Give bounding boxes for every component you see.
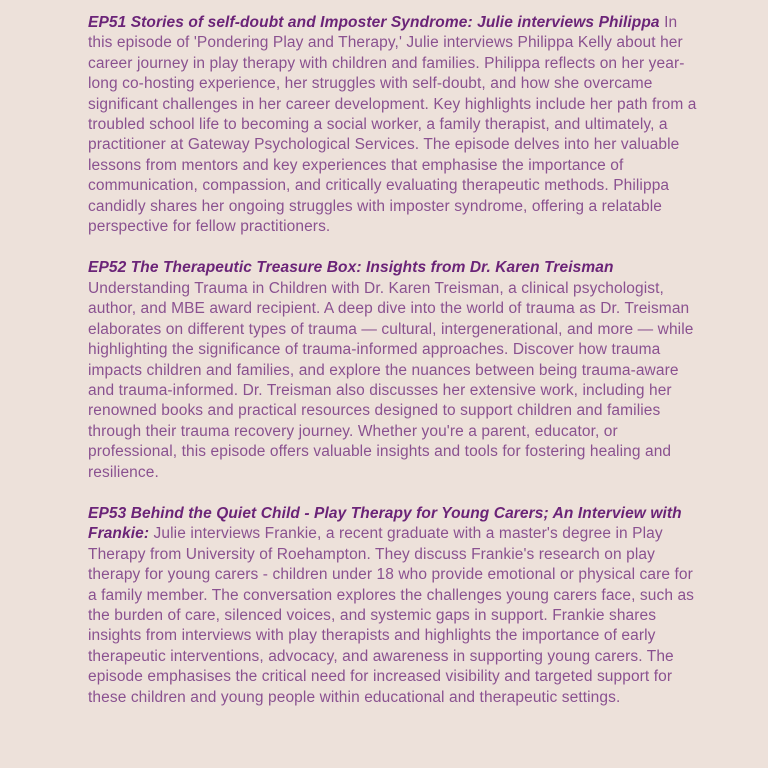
episode-body-text: In this episode of 'Pondering Play and Therapy,' Julie interviews Philippa Kelly about her career journey in play therapy with children and families. Philippa reflects on her year-long co-hosting experience, her struggles with self-doubt, and how she overcame significant challenges in her career development. Key highlights include her path from a troubled school life to becoming a social worker, a family therapist, and ultimately, a practitioner at Gateway Psychological Services. The episode delves into her valuable lessons from mentors and key experiences that emphasise the importance of communication, compassion, and critically evaluating therapeutic methods. Philippa candidly shares her ongoing struggles with imposter syndrome, offering a relatable perspective for fellow practitioners. bbox=[88, 14, 697, 236]
episode-description bbox=[88, 504, 706, 708]
episode-title: EP52 The Therapeutic Treasure Box: Insights from Dr. Karen Treisman bbox=[88, 259, 614, 277]
episode-title: EP53 Behind the Quiet Child - Play Therapy for Young Carers; An Interview with Frankie: bbox=[88, 504, 682, 543]
episode-description bbox=[88, 13, 706, 237]
episode-title: EP51 Stories of self-doubt and Imposter Syndrome: Julie interviews Philippa bbox=[88, 14, 660, 31]
episode-description bbox=[88, 258, 706, 482]
episode-body-text: Julie interviews Frankie, a recent graduate with a master's degree in Play Therapy from University of Roehampton. They discuss Frankie's research on play therapy for young carers - children under 18 who provide emotional or physical care for a family member. The conversation explores the challenges young carers face, such as the burden of care, silenced voices, and systemic gaps in support. Frankie shares insights from interviews with play therapists and highlights the importance of early therapeutic interventions, advocacy, and awareness in supporting young carers. The episode emphasises the critical need for increased visibility and targeted support for these children and young people within educational and therapeutic settings. bbox=[88, 525, 695, 706]
episode-body-text: Understanding Trauma in Children with Dr. Karen Treisman, a clinical psychologist, author, and MBE award recipient. A deep dive into the world of trauma as Dr. Treisman elaborates on different types of trauma — cultural, intergenerational, and more — while highlighting the significance of trauma-informed approaches. Discover how trauma impacts children and families, and explore the nuances between being trauma-aware and trauma-informed. Dr. Treisman also discusses her extensive work, including her renowned books and practical resources designed to support children and families through their trauma recovery journey. Whether you're a parent, educator, or professional, this episode offers valuable insights and tools for fostering healing and resilience. bbox=[88, 279, 694, 481]
